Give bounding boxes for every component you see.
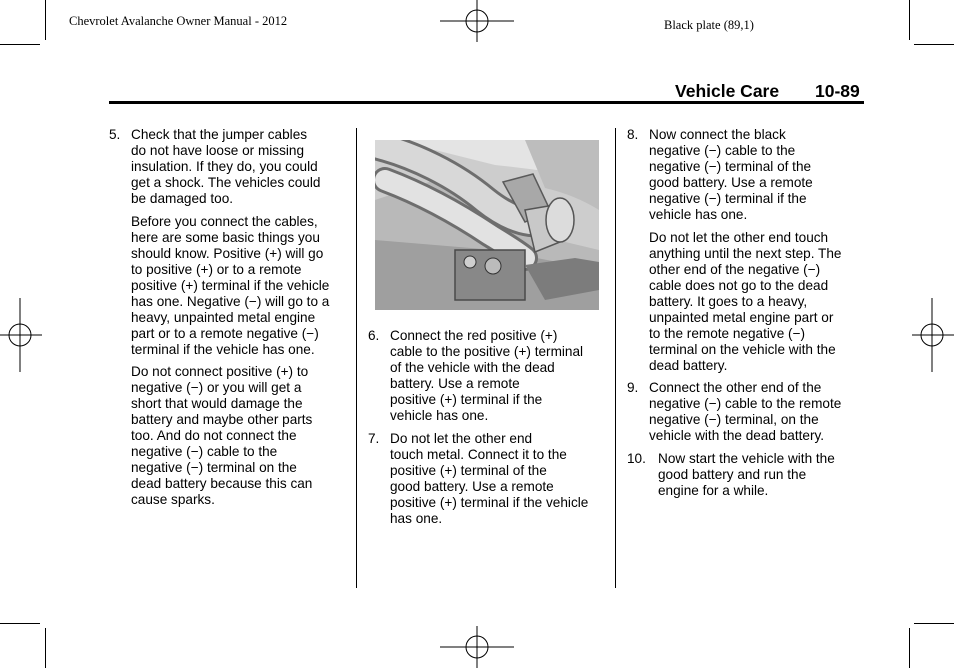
text-line: too. And do not connect the	[131, 428, 297, 443]
page-number: 10-89	[815, 81, 860, 101]
text-line: dead battery.	[649, 358, 728, 373]
registration-mark-icon	[0, 298, 42, 372]
registration-mark-icon	[440, 0, 514, 42]
step-text	[649, 380, 841, 444]
text-line: good battery. Use a remote	[649, 175, 813, 190]
text-line: negative (−) terminal, on the	[649, 412, 819, 427]
title-rule	[109, 101, 864, 104]
text-line: negative (−) terminal on the	[131, 460, 297, 475]
crop-mark	[909, 0, 910, 40]
text-line: short that would damage the	[131, 396, 303, 411]
step-number: 8.	[627, 127, 639, 142]
text-line: Do not let the other end	[390, 431, 533, 446]
text-line: to the remote negative (−)	[649, 326, 806, 341]
plate-label: Black plate (89,1)	[664, 18, 754, 32]
text-line: here are some basic things you	[131, 230, 320, 245]
text-line: get a shock. The vehicles could	[131, 175, 321, 190]
paragraph-cable-basics	[131, 214, 329, 358]
text-line: has one.	[390, 511, 443, 526]
text-line: of the vehicle with the dead	[390, 360, 555, 375]
text-line: cable does not go to the dead	[649, 278, 829, 293]
text-line: negative (−) cable to the remote	[649, 396, 842, 411]
text-line: insulation. If they do, you could	[131, 159, 318, 174]
crop-mark	[45, 628, 46, 668]
crop-mark	[914, 623, 954, 624]
text-line: other end of the negative (−)	[649, 262, 821, 277]
section-title: Vehicle Care	[675, 81, 780, 101]
text-line: dead battery because this can	[131, 476, 313, 491]
text-line: good battery. Use a remote	[390, 479, 554, 494]
text-line: Before you connect the cables,	[131, 214, 318, 229]
step-text	[649, 127, 813, 223]
step-text	[390, 431, 588, 527]
column-divider	[615, 128, 616, 588]
text-line: negative (−) cable to the	[649, 143, 796, 158]
text-line: part or to a remote negative (−)	[131, 326, 319, 341]
manual-title: Chevrolet Avalanche Owner Manual - 2012	[69, 14, 288, 28]
text-line: to positive (+) or to a remote	[131, 262, 302, 277]
text-line: terminal on the vehicle with the	[649, 342, 836, 357]
step-number: 5.	[109, 127, 121, 142]
text-line: positive (+) terminal if the vehicle	[131, 278, 330, 293]
text-line: should know. Positive (+) will go	[131, 246, 324, 261]
step-text	[658, 451, 835, 499]
crop-mark	[45, 0, 46, 40]
text-line: negative (−) cable to the	[131, 444, 278, 459]
text-line: be damaged too.	[131, 191, 234, 206]
crop-mark	[0, 623, 40, 624]
text-line: Check that the jumper cables	[131, 127, 308, 142]
step-number: 7.	[368, 431, 380, 446]
text-line: battery and maybe other parts	[131, 412, 313, 427]
crop-mark	[909, 628, 910, 668]
text-line: do not have loose or missing	[131, 143, 305, 158]
text-line: vehicle has one.	[390, 408, 489, 423]
text-line: battery. It goes to a heavy,	[649, 294, 808, 309]
text-line: negative (−) terminal of the	[649, 159, 812, 174]
text-line: positive (+) terminal if the vehicle	[390, 495, 589, 510]
text-line: negative (−) or you will get a	[131, 380, 302, 395]
step-number: 9.	[627, 380, 639, 395]
step-number: 10.	[627, 451, 646, 466]
text-line: cable to the positive (+) terminal	[390, 344, 584, 359]
text-line: unpainted metal engine part or	[649, 310, 834, 325]
text-line: vehicle with the dead battery.	[649, 428, 825, 443]
text-line: positive (+) terminal if the	[390, 392, 543, 407]
text-line: positive (+) terminal of the	[390, 463, 547, 478]
text-line: good battery and run the	[658, 467, 807, 482]
text-line: Connect the red positive (+)	[390, 328, 558, 343]
crop-mark	[914, 44, 954, 45]
crop-mark	[0, 44, 40, 45]
text-line: engine for a while.	[658, 483, 769, 498]
battery-clamp-illustration	[375, 140, 599, 310]
text-line: Now start the vehicle with the	[658, 451, 835, 466]
paragraph-other-end	[649, 230, 841, 374]
text-line: Do not let the other end touch	[649, 230, 829, 245]
text-line: cause sparks.	[131, 492, 215, 507]
text-line: Connect the other end of the	[649, 380, 822, 395]
text-line: vehicle has one.	[649, 207, 748, 222]
text-line: has one. Negative (−) will go to a	[131, 294, 330, 309]
text-line: terminal if the vehicle has one.	[131, 342, 315, 357]
paragraph-short-warning	[131, 364, 312, 508]
step-text	[390, 328, 583, 424]
column-divider	[356, 128, 357, 588]
step-text	[131, 127, 320, 207]
registration-mark-icon	[440, 626, 514, 668]
text-line: touch metal. Connect it to the	[390, 447, 567, 462]
battery-clamp-photo	[375, 140, 599, 310]
text-line: Do not connect positive (+) to	[131, 364, 309, 379]
text-line: heavy, unpainted metal engine	[131, 310, 316, 325]
text-line: anything until the next step. The	[649, 246, 842, 261]
text-line: negative (−) terminal if the	[649, 191, 807, 206]
text-line: Now connect the black	[649, 127, 786, 142]
step-number: 6.	[368, 328, 380, 343]
text-line: battery. Use a remote	[390, 376, 520, 391]
registration-mark-icon	[912, 298, 954, 372]
